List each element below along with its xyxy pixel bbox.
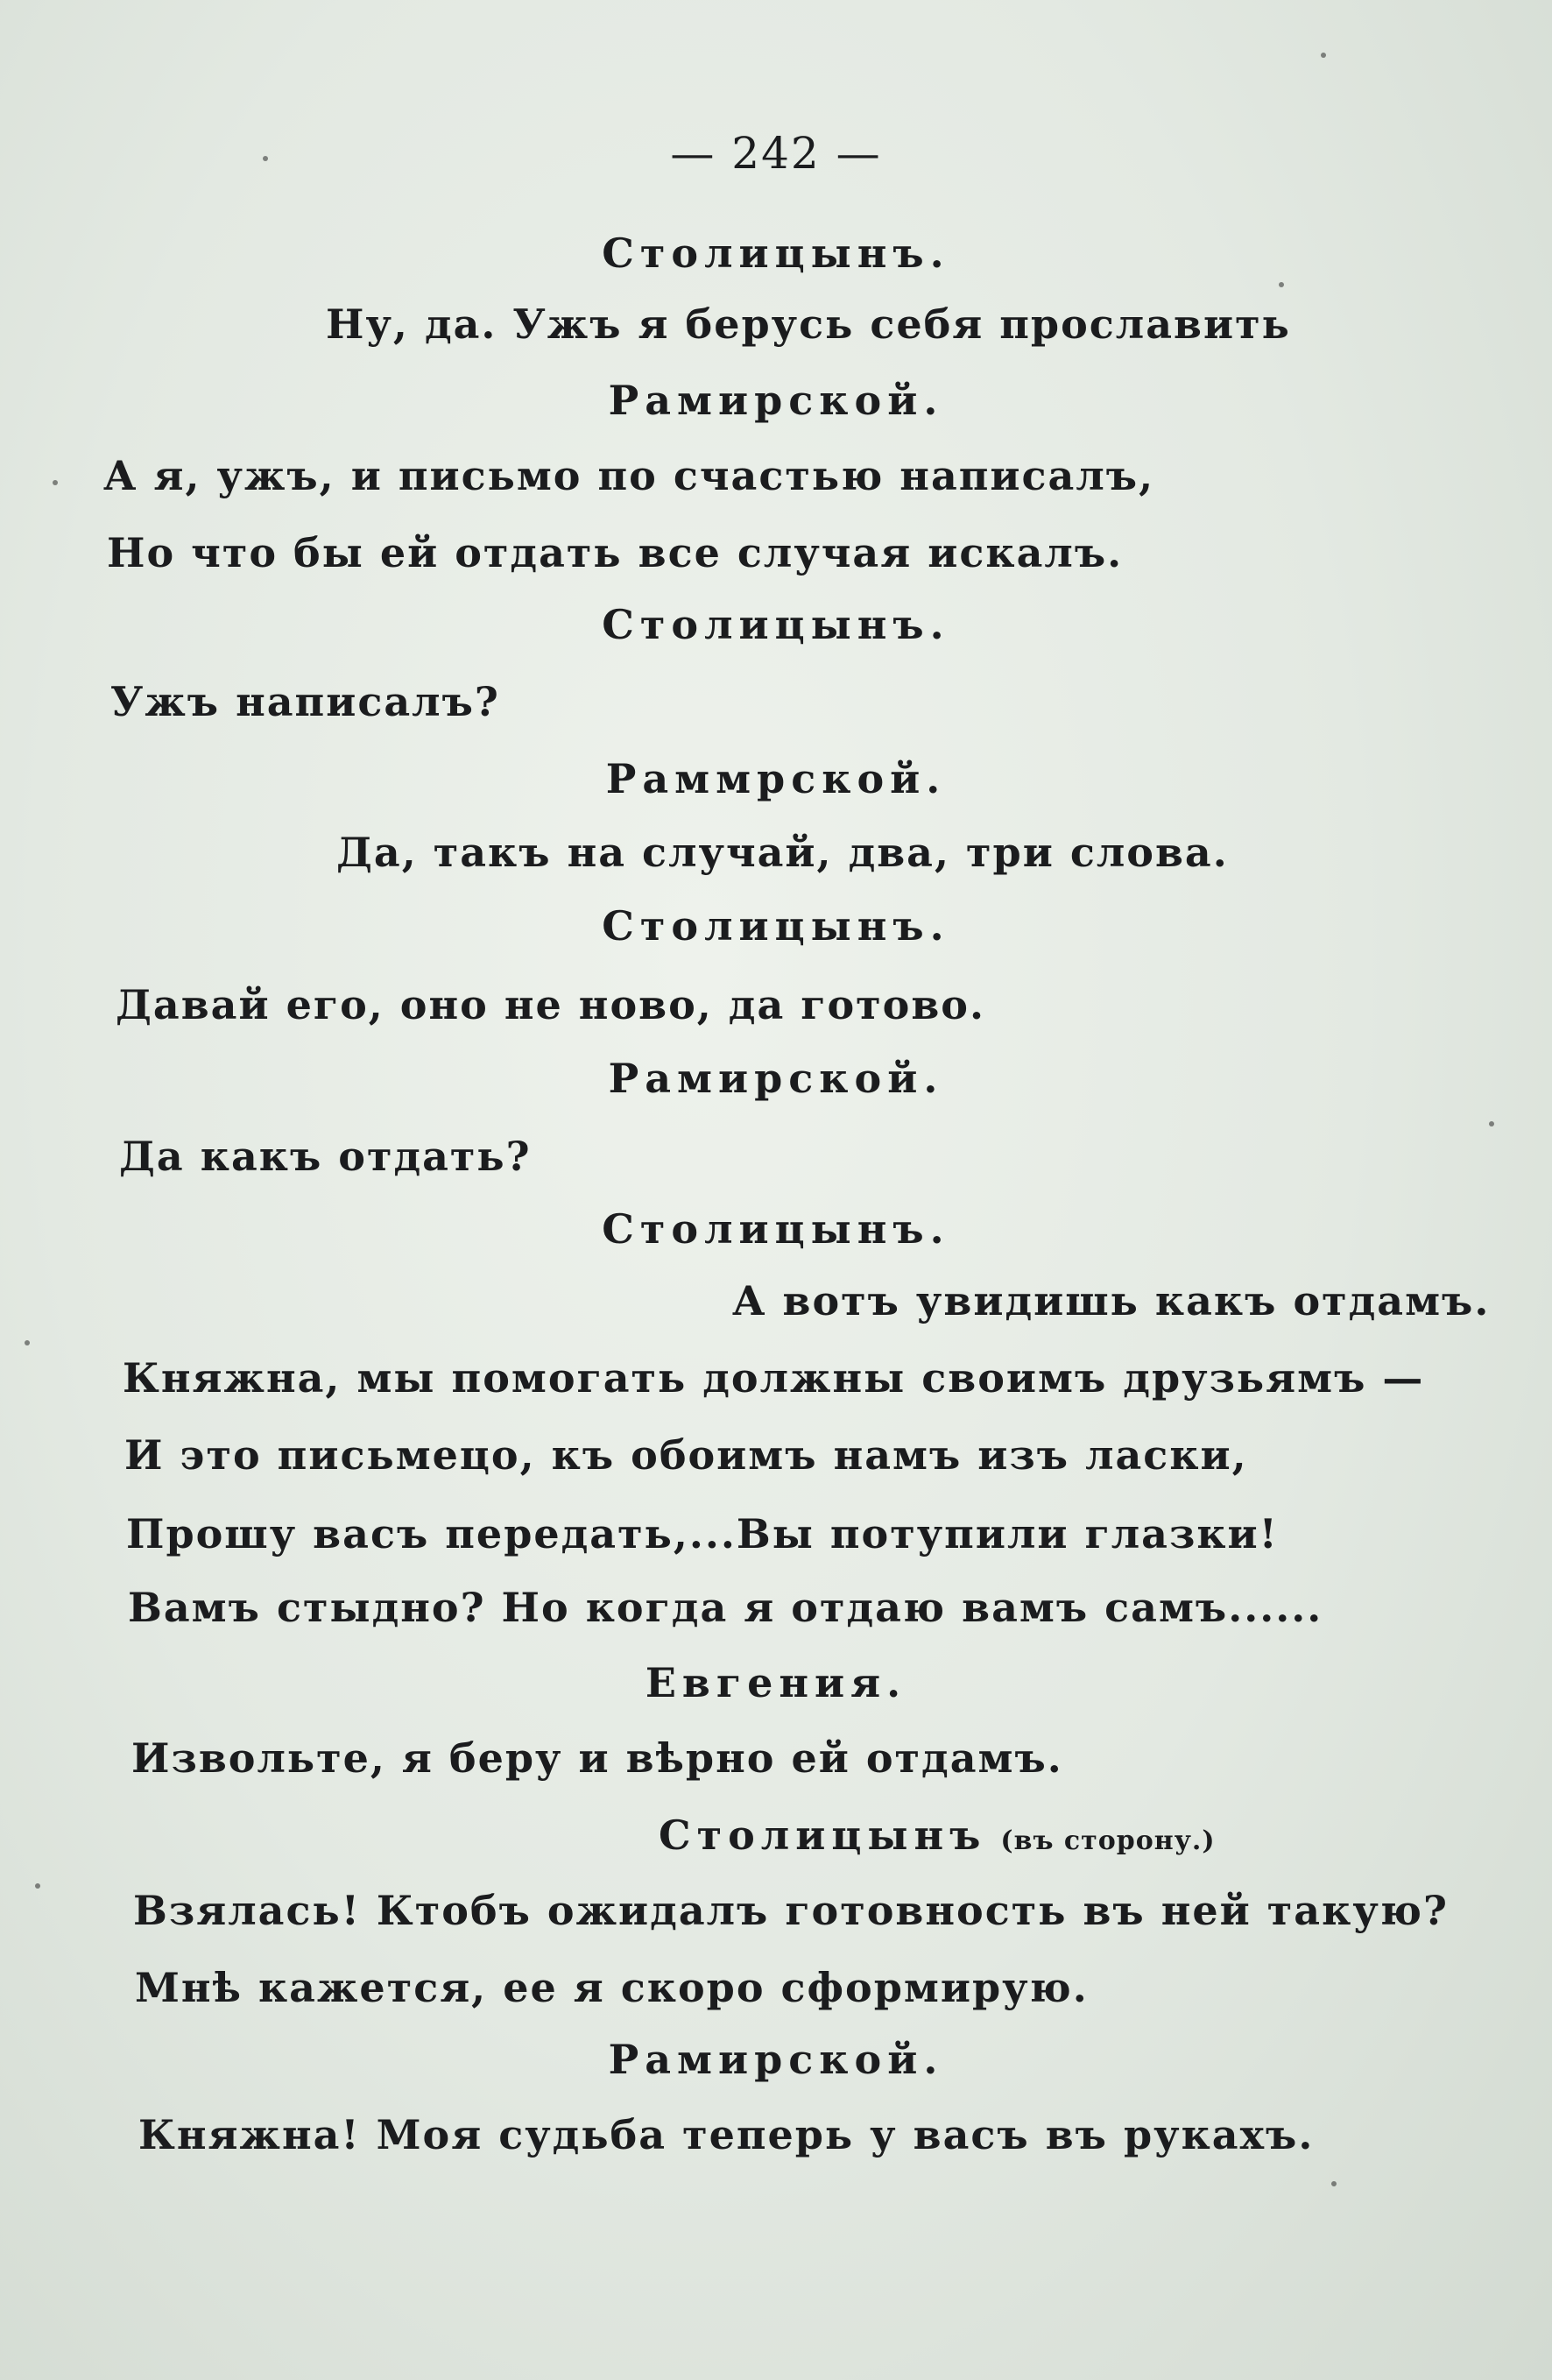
speaker-stolitsyn: Столицынъ. xyxy=(602,601,950,648)
speaker-evgenia: Евгения. xyxy=(645,1659,907,1706)
speaker-stolitsyn xyxy=(659,1811,1216,1859)
verse-line: Княжна! Моя судьба теперь у васъ въ рукахъ. xyxy=(138,2111,1315,2158)
verse-line: А вотъ увидишь какъ отдамъ. xyxy=(732,1277,1491,1324)
verse-line: И это письмецо, къ обоимъ намъ изъ ласки, xyxy=(124,1431,1248,1479)
ink-speck xyxy=(1279,282,1284,287)
ink-speck xyxy=(53,480,58,485)
verse-line: Да какъ отдать? xyxy=(119,1133,532,1180)
verse-line: Но что бы ей отдать все случая искалъ. xyxy=(107,529,1124,576)
verse-line: Да, такъ на случай, два, три слова. xyxy=(336,829,1229,876)
ink-speck xyxy=(25,1340,30,1345)
speaker-name: Столицынъ xyxy=(659,1811,987,1859)
verse-line: Прошу васъ передать,...Вы потупили глазки! xyxy=(126,1510,1279,1557)
speaker-stolitsyn: Столицынъ. xyxy=(602,902,950,950)
ink-speck xyxy=(1321,53,1326,58)
verse-line: Княжна, мы помогать должны своимъ друзьямъ — xyxy=(123,1354,1425,1402)
verse-line: Мнѣ кажется, ее я скоро сформирую. xyxy=(135,1964,1089,2011)
ink-speck xyxy=(263,156,268,161)
ink-speck xyxy=(1331,2181,1337,2186)
verse-line: Ужъ написалъ? xyxy=(110,678,500,725)
speaker-ramirskoy: Раммрской. xyxy=(605,755,947,802)
ink-speck xyxy=(1489,1121,1494,1126)
verse-line: Давай его, оно не ново, да готово. xyxy=(116,981,985,1028)
verse-line: Ну, да. Ужъ я берусь себя прославить xyxy=(326,300,1291,348)
speaker-ramirskoy: Рамирской. xyxy=(608,2036,944,2083)
stage-direction: (въ сторону.) xyxy=(1000,1826,1216,1856)
verse-line: А я, ужъ, и письмо по счастью написалъ, xyxy=(103,452,1155,499)
verse-line: Вамъ стыдно? Но когда я отдаю вамъ самъ...... xyxy=(128,1584,1323,1631)
speaker-stolitsyn: Столицынъ. xyxy=(602,1205,950,1253)
page-number: — 242 — xyxy=(670,128,882,179)
speaker-ramirskoy: Рамирской. xyxy=(608,1055,944,1102)
speaker-ramirskoy: Рамирской. xyxy=(608,377,944,424)
speaker-stolitsyn: Столицынъ. xyxy=(602,230,950,277)
verse-line: Извольте, я беру и вѣрно ей отдамъ. xyxy=(131,1734,1063,1782)
verse-line: Взялась! Ктобъ ожидалъ готовность въ ней такую? xyxy=(133,1887,1449,1934)
ink-speck xyxy=(35,1883,40,1889)
